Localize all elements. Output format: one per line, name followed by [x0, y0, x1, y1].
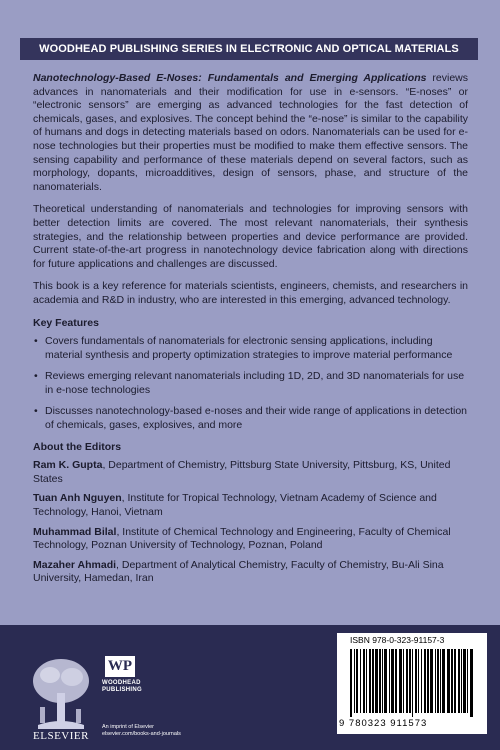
editor-entry	[33, 559, 468, 586]
book-title: Nanotechnology-Based E-Noses: Fundamentals and Emerging Applications	[33, 72, 427, 84]
editor-entry	[33, 459, 468, 486]
imprint-line1: An imprint of Elsevier	[102, 724, 154, 730]
editor-name: Muhammad Bilal	[33, 525, 117, 538]
key-feature-item: • Discusses nanotechnology-based e-noses and their wide range of applications in detection of chemicals, gases, explosives, and more	[33, 405, 468, 432]
wp-name-line1: WOODHEAD	[102, 680, 141, 686]
key-feature-item: • Covers fundamentals of nanomaterials for electronic sensing applications, including material synthesis and property optimization strategies to improve material performance	[33, 335, 468, 362]
isbn-label: ISBN 978-0-323-91157-3	[350, 635, 445, 645]
editor-entry	[33, 526, 468, 553]
description	[33, 72, 468, 592]
editor-affiliation: , Department of Chemistry, Pittsburg State University, Pittsburg, KS, United States	[33, 459, 451, 485]
elsevier-wordmark: ELSEVIER	[33, 730, 89, 742]
editor-affiliation: , Department of Analytical Chemistry, Faculty of Chemistry, Bu-Ali Sina University, Hamedan, Iran	[33, 558, 444, 585]
key-feature-item: • Reviews emerging relevant nanomaterials including 1D, 2D, and 3D nanomaterials for use in e-nose technologies	[33, 370, 468, 397]
intro-paragraph	[33, 72, 468, 194]
elsevier-tree-logo	[28, 650, 94, 740]
wp-mark: WP	[105, 656, 135, 677]
paragraph-3: This book is a key reference for materials scientists, engineers, chemists, and researchers in academia and R&D in industry, who are interested in this emerging, advanced technology.	[33, 280, 468, 306]
editor-name: Mazaher Ahmadi	[33, 558, 117, 571]
imprint-line2: elsevier.com/books-and-journals	[102, 730, 181, 737]
editor-entry	[33, 492, 468, 519]
editor-name: Tuan Anh Nguyen	[33, 492, 122, 505]
isbn-barcode-box	[337, 633, 487, 734]
key-features-list	[33, 335, 468, 433]
editor-affiliation: , Institute for Tropical Technology, Vietnam Academy of Science and Technology, Hanoi, Vietnam	[33, 492, 437, 519]
editor-affiliation: , Institute of Chemical Technology and Engineering, Faculty of Chemical Technology, Poznan University of Technology, Poznan, Poland	[33, 525, 451, 552]
isbn-digits: 9 780323 911573	[339, 718, 428, 729]
wp-name-line2: PUBLISHING	[102, 687, 143, 693]
series-title: WOODHEAD PUBLISHING SERIES IN ELECTRONIC AND OPTICAL MATERIALS	[20, 38, 478, 60]
editor-name: Ram K. Gupta	[33, 459, 103, 472]
intro-text: reviews advances in nanomaterials and their modification for use in e-sensors. “E-noses” or “electronic sensors” are emerging as advanced technologies for the fast detection of chemicals, gases, and explosives. The concept behind the “e-nose” is similar to the capability of humans and dogs in detecting materials based on odors. Nanomaterials can be used for e-nose technologies but their properties must be modified to make them effective sensors. The sensing capability and performance of these materials depend on several factors, such as morphology, dopants, microadditives, design of sensors, phase, and structure of the nanomaterials.	[33, 72, 469, 193]
paragraph-2: Theoretical understanding of nanomaterials and technologies for improving sensors with better detection limits are covered. The most relevant nanomaterials, their synthesis strategies, and the relationship between properties and device performance are provided. Current state-of-the-art progress in nanotechnology device fabrication along with directions for future applications and challenges are discussed.	[33, 203, 468, 270]
key-features-heading: Key Features	[33, 316, 99, 329]
editors-heading: About the Editors	[33, 440, 122, 453]
barcode-icon	[350, 649, 474, 717]
woodhead-publishing-logo	[102, 656, 182, 737]
